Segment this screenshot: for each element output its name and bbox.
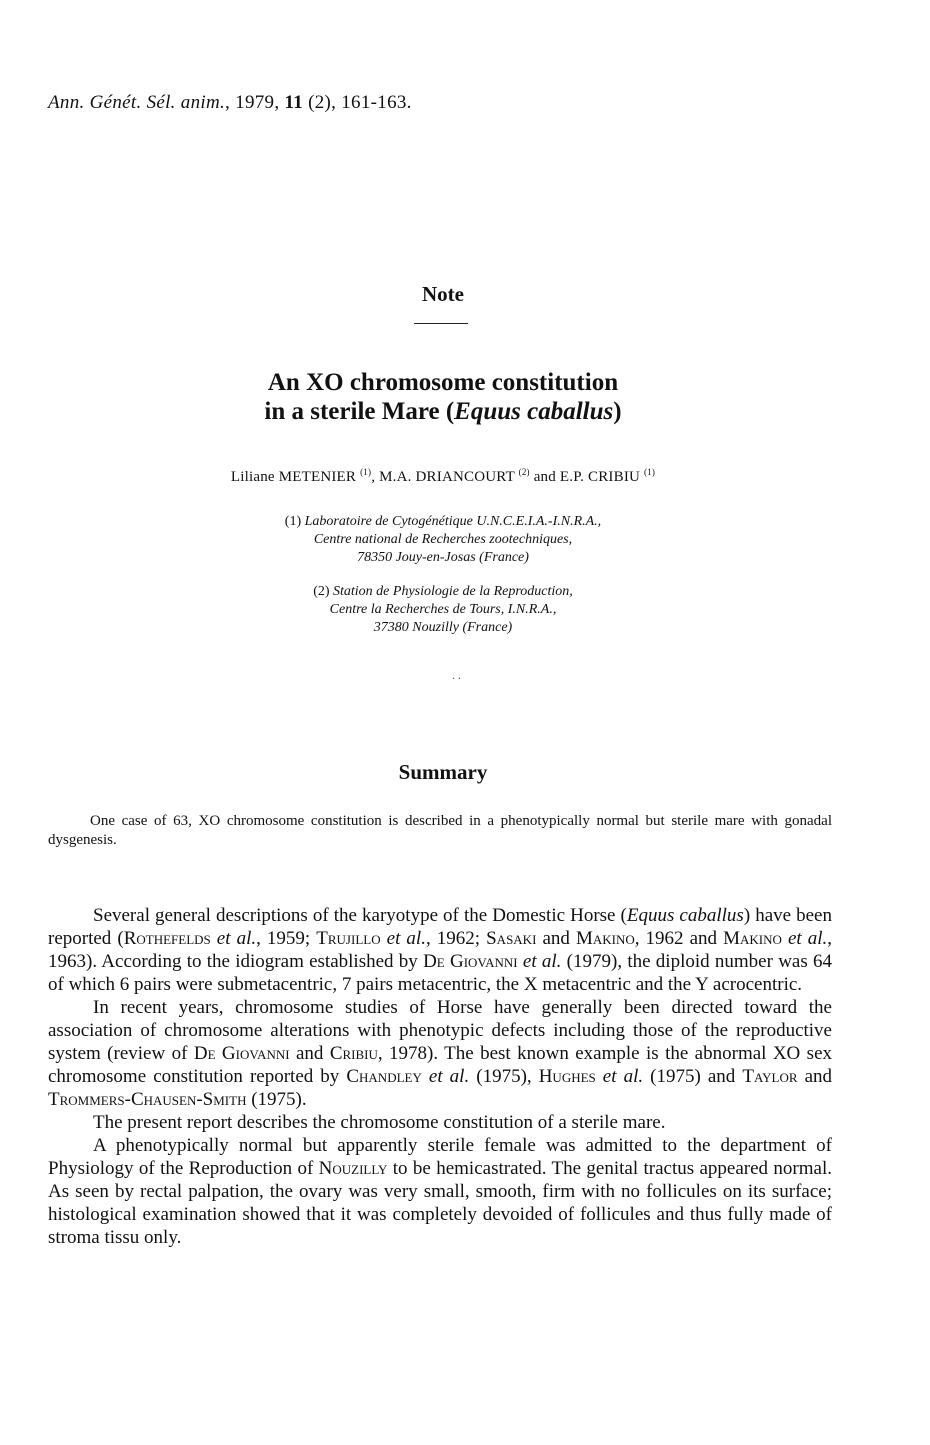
affiliation-2-mark: (2)	[313, 584, 330, 599]
journal-name: Ann. Génét. Sél. anim.,	[48, 92, 231, 113]
separator-dots: . .	[452, 668, 461, 682]
body-text	[48, 904, 832, 1249]
author-1: Liliane METENIER	[230, 469, 357, 485]
summary-text: One case of 63, XO chromosome constitution is described in a phenotypically normal but sterile mare with gonadal dysgenesis.	[48, 813, 832, 848]
author-2: , M.A. DRIANCOURT	[371, 469, 515, 485]
paper-title	[0, 368, 886, 426]
journal-year: 1979,	[235, 92, 280, 113]
journal-volume: 11	[284, 92, 304, 113]
affiliation-1-mark: (1)	[284, 514, 302, 529]
title-divider	[414, 323, 468, 324]
journal-issue-pages: (2), 161-163.	[308, 92, 412, 113]
author-list	[0, 467, 886, 486]
author-2-mark: (2)	[518, 467, 530, 477]
affiliation-1: (1) Laboratoire de Cytogénétique U.N.C.E.I.A.-I.N.R.A., Centre national de Recherches zootechniques, 78350 Jouy-en-Josas (France)	[284, 514, 602, 565]
summary-heading: Summary	[398, 760, 488, 784]
author-3: and E.P. CRIBIU	[533, 469, 641, 485]
author-1-mark: (1)	[360, 467, 372, 477]
section-label: Note	[422, 282, 464, 306]
author-3-mark: (1)	[644, 467, 656, 477]
title-line-1: An XO chromosome constitution	[267, 369, 619, 396]
paragraph-1: Several general descriptions of the karyotype of the Domestic Horse (Equus caballus) have been reported (Rothefelds et al., 1959; Trujillo et al., 1962; Sasaki and Makino, 1962 and Makino et al., 1963). According to the idiogram established by De Giovanni et al. (1979), the diploid number was 64 of which 6 pairs were submetacentric, 7 pairs metacentric, the X metacentric and the Y acrocentric.	[48, 905, 833, 995]
paragraph-2: In recent years, chromosome studies of Horse have generally been directed toward the association of chromosome alterations with phenotypic defects including those of the reproductive system (review of De Giovanni and Cribiu, 1978). The best known example is the abnormal XO sex chromosome constitution reported by Chandley et al. (1975), Hughes et al. (1975) and Taylor and Trommers-Chausen-Smith (1975).	[48, 997, 833, 1110]
affiliation-2: (2) Station de Physiologie de la Reproduction, Centre la Recherches de Tours, I.N.R.A., 37380 Nouzilly (France)	[313, 584, 573, 635]
paragraph-4: A phenotypically normal but apparently sterile female was admitted to the department of Physiology of the Reproduction of Nouzilly to be hemicastrated. The genital tractus appeared normal. As seen by rectal palpation, the ovary was very small, smooth, firm with no follicules on its surface; histological examination showed that it was completely devoided of follicules and thus fully made of stroma tissu only.	[48, 1135, 832, 1248]
title-line-2: in a sterile Mare (Equus caballus)	[264, 398, 622, 425]
journal-citation	[48, 92, 412, 114]
paragraph-3: The present report describes the chromosome constitution of a sterile mare.	[93, 1112, 666, 1133]
